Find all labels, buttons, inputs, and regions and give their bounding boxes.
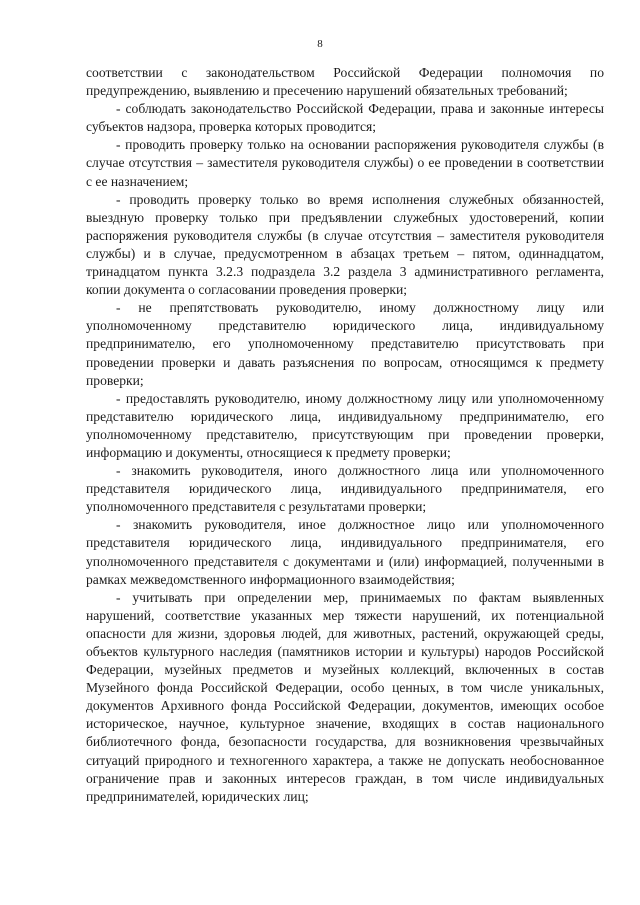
paragraph-provide-information: - предоставлять руководителю, иному должностному лицу или уполномоченному представителю юридического лица, индивидуальному предпринимателю, его уполномоченному представителю, присутствующим при проведении проверки, информацию и документы, относящиеся к предмету проверки; <box>86 390 604 460</box>
paragraph-acquaint-results: - знакомить руководителя, иного должностного лица или уполномоченного представителя юридического лица, индивидуального предпринимателя, его уполномоченного представителя с результатами проверки; <box>86 463 604 515</box>
paragraph-not-obstruct: - не препятствовать руководителю, иному должностному лицу или уполномоченному представителю юридического лица, индивидуальному предпринимателю, его уполномоченному представителю присутствовать при проведении проверки и давать разъяснения по вопросам, относящимся к предмету проверки; <box>86 300 604 388</box>
paragraph-inspection-by-order: - проводить проверку только на основании распоряжения руководителя службы (в случае отсутствия – заместителя руководителя службы) о ее проведении в соответствии с ее назначением; <box>86 137 604 189</box>
paragraph-consider-measures: - учитывать при определении мер, принимаемых по фактам выявленных нарушений, соответствие указанных мер тяжести нарушений, их потенциальной опасности для жизни, здоровья людей, для животных, растений, окружающей среды, объектов культурного наследия (памятников истории и культуры) народов Российской Федерации, музейных предметов и музейных коллекций, включенных в состав Музейного фонда Российской Федерации, особо ценных, в том числе уникальных, документов Архивного фонда Российской Федерации, документов, имеющих особое историческое, научное, культурное значение, входящих в состав национального библиотечного фонда, безопасности государства, для возникновения чрезвычайных ситуаций природного и техногенного характера, а также не допускать необоснованное ограничение прав и законных интересов граждан, в том числе индивидуальных предпринимателей, юридических лиц; <box>86 589 604 804</box>
paragraph-continuation: соответствии с законодательством Российской Федерации полномочия по предупреждению, выявлению и пресечению нарушений обязательных требований; <box>86 65 604 99</box>
paragraph-inspection-during-duty: - проводить проверку только во время исполнения служебных обязанностей, выездную проверку только при предъявлении служебных удостоверений, копии распоряжения руководителя службы (в случае отсутствия – заместителя руководителя службы) и в случае, предусмотренном в абзацах третьем – пятом, одиннадцатом, тринадцатом пункта 3.2.3 подраздела 3.2 раздела 3 административного регламента, копии документа о согласовании проведения проверки; <box>86 191 604 298</box>
page-number: 8 <box>317 38 323 50</box>
document-body <box>86 64 604 806</box>
paragraph-observe-law: - соблюдать законодательство Российской Федерации, права и законные интересы субъектов надзора, проверка которых проводится; <box>86 101 604 135</box>
paragraph-acquaint-documents: - знакомить руководителя, иное должностное лицо или уполномоченного представителя юридического лица, индивидуального предпринимателя, его уполномоченного представителя с документами и (или) информацией, полученными в рамках межведомственного информационного взаимодействия; <box>86 517 604 587</box>
